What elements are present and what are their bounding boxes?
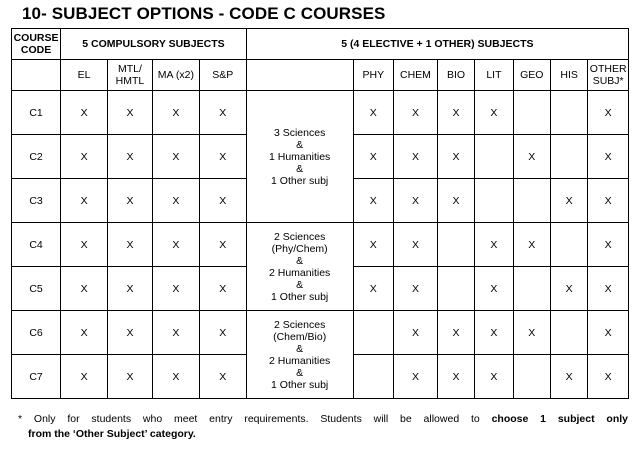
cell-bio: X (437, 179, 474, 223)
group-line: & (296, 342, 304, 355)
subject-header-geo: GEO (513, 60, 550, 91)
group-line: 1 Other subj (271, 174, 329, 187)
cell-chem: X (394, 355, 438, 399)
cell-lit: X (475, 267, 513, 311)
course-code-cell: C5 (12, 267, 61, 311)
cell-lit (475, 135, 513, 179)
cell-lit: X (475, 91, 513, 135)
cell-chem: X (394, 179, 438, 223)
subject-header-bio: BIO (437, 60, 474, 91)
cell-other: X (588, 267, 629, 311)
course-code-cell: C2 (12, 135, 61, 179)
subject-header-lit: LIT (475, 60, 513, 91)
cell-sp: X (199, 267, 246, 311)
cell-his (550, 223, 587, 267)
cell-ma: X (152, 223, 199, 267)
table-row (12, 91, 629, 135)
cell-bio (437, 223, 474, 267)
cell-phy: X (353, 223, 394, 267)
cell-lit: X (475, 355, 513, 399)
cell-sp: X (199, 135, 246, 179)
page-title: 10- SUBJECT OPTIONS - CODE C COURSES (22, 4, 386, 23)
group-line: & (296, 138, 304, 151)
cell-lit: X (475, 311, 513, 355)
table-row (12, 223, 629, 267)
cell-sp: X (199, 223, 246, 267)
group-line: 1 Other subj (271, 290, 329, 303)
cell-other: X (588, 179, 629, 223)
course-code-cell: C3 (12, 179, 61, 223)
cell-other: X (588, 135, 629, 179)
cell-chem: X (394, 311, 438, 355)
group-line: 2 Humanities (269, 354, 331, 367)
elective-group-1 (246, 91, 353, 223)
cell-other: X (588, 91, 629, 135)
cell-ma: X (152, 179, 199, 223)
group-line: & (296, 162, 304, 175)
compulsory-header: 5 COMPULSORY SUBJECTS (61, 29, 247, 60)
cell-chem: X (394, 135, 438, 179)
subject-options-table (11, 28, 629, 399)
elective-group-3 (246, 311, 353, 399)
cell-lit (475, 179, 513, 223)
footnote-lead: * Only for students who meet entry requirements. Students will be allowed to (18, 413, 480, 425)
cell-phy (353, 355, 394, 399)
course-code-cell: C1 (12, 91, 61, 135)
cell-geo: X (513, 135, 550, 179)
subject-header-mtl: MTL/ HMTL (108, 60, 153, 91)
cell-ma: X (152, 267, 199, 311)
subject-header-el: EL (61, 60, 108, 91)
cell-lit: X (475, 223, 513, 267)
cell-phy (353, 311, 394, 355)
cell-mtl: X (108, 223, 153, 267)
cell-his (550, 135, 587, 179)
cell-mtl: X (108, 311, 153, 355)
elective-header: 5 (4 ELECTIVE + 1 OTHER) SUBJECTS (246, 29, 628, 60)
cell-phy: X (353, 267, 394, 311)
cell-mtl: X (108, 355, 153, 399)
cell-phy: X (353, 91, 394, 135)
cell-other: X (588, 311, 629, 355)
cell-geo: X (513, 223, 550, 267)
cell-sp: X (199, 311, 246, 355)
subject-header-phy: PHY (353, 60, 394, 91)
cell-geo (513, 91, 550, 135)
cell-ma: X (152, 135, 199, 179)
cell-sp: X (199, 179, 246, 223)
cell-el: X (61, 179, 108, 223)
cell-sp: X (199, 91, 246, 135)
cell-ma: X (152, 91, 199, 135)
cell-other: X (588, 355, 629, 399)
table-row (12, 311, 629, 355)
footnote (18, 412, 628, 427)
cell-el: X (61, 91, 108, 135)
cell-his (550, 91, 587, 135)
course-code-header: COURSE CODE (12, 29, 61, 60)
cell-el: X (61, 355, 108, 399)
cell-geo (513, 355, 550, 399)
cell-el: X (61, 267, 108, 311)
cell-mtl: X (108, 179, 153, 223)
cell-his: X (550, 179, 587, 223)
footnote-line-2: from the ‘Other Subject’ category. (28, 428, 196, 440)
cell-phy: X (353, 179, 394, 223)
cell-mtl: X (108, 267, 153, 311)
cell-bio: X (437, 91, 474, 135)
subject-header-sp: S&P (199, 60, 246, 91)
cell-bio: X (437, 311, 474, 355)
elective-group-2 (246, 223, 353, 311)
course-code-cell: C6 (12, 311, 61, 355)
cell-el: X (61, 135, 108, 179)
group-line: 3 Sciences (273, 126, 326, 139)
cell-other: X (588, 223, 629, 267)
group-line: 2 Sciences (273, 230, 326, 243)
cell-chem: X (394, 91, 438, 135)
cell-sp: X (199, 355, 246, 399)
cell-geo (513, 179, 550, 223)
cell-phy: X (353, 135, 394, 179)
group-line: & (296, 254, 304, 267)
cell-el: X (61, 311, 108, 355)
group-line: & (296, 278, 304, 291)
blank-header-cell (246, 60, 353, 91)
group-line: 1 Humanities (269, 150, 331, 163)
blank-header-cell (12, 60, 61, 91)
subject-header-ma: MA (x2) (152, 60, 199, 91)
cell-mtl: X (108, 135, 153, 179)
course-code-cell: C4 (12, 223, 61, 267)
cell-ma: X (152, 311, 199, 355)
cell-his: X (550, 267, 587, 311)
group-line: & (296, 366, 304, 379)
cell-ma: X (152, 355, 199, 399)
cell-geo (513, 267, 550, 311)
cell-chem: X (394, 223, 438, 267)
cell-el: X (61, 223, 108, 267)
group-line: 2 Sciences (273, 318, 326, 331)
cell-bio (437, 267, 474, 311)
subject-header-other: OTHER SUBJ* (588, 60, 629, 91)
footnote-emphasis: choose 1 subject only (491, 413, 628, 425)
group-line: 2 Humanities (269, 266, 331, 279)
cell-his (550, 311, 587, 355)
cell-mtl: X (108, 91, 153, 135)
cell-his: X (550, 355, 587, 399)
cell-bio: X (437, 135, 474, 179)
cell-chem: X (394, 267, 438, 311)
group-line: 1 Other subj (271, 378, 329, 391)
cell-geo: X (513, 311, 550, 355)
group-line: (Phy/Chem) (271, 242, 328, 255)
cell-bio: X (437, 355, 474, 399)
group-line: (Chem/Bio) (273, 330, 327, 343)
subject-header-chem: CHEM (394, 60, 438, 91)
subject-header-his: HIS (550, 60, 587, 91)
course-code-cell: C7 (12, 355, 61, 399)
